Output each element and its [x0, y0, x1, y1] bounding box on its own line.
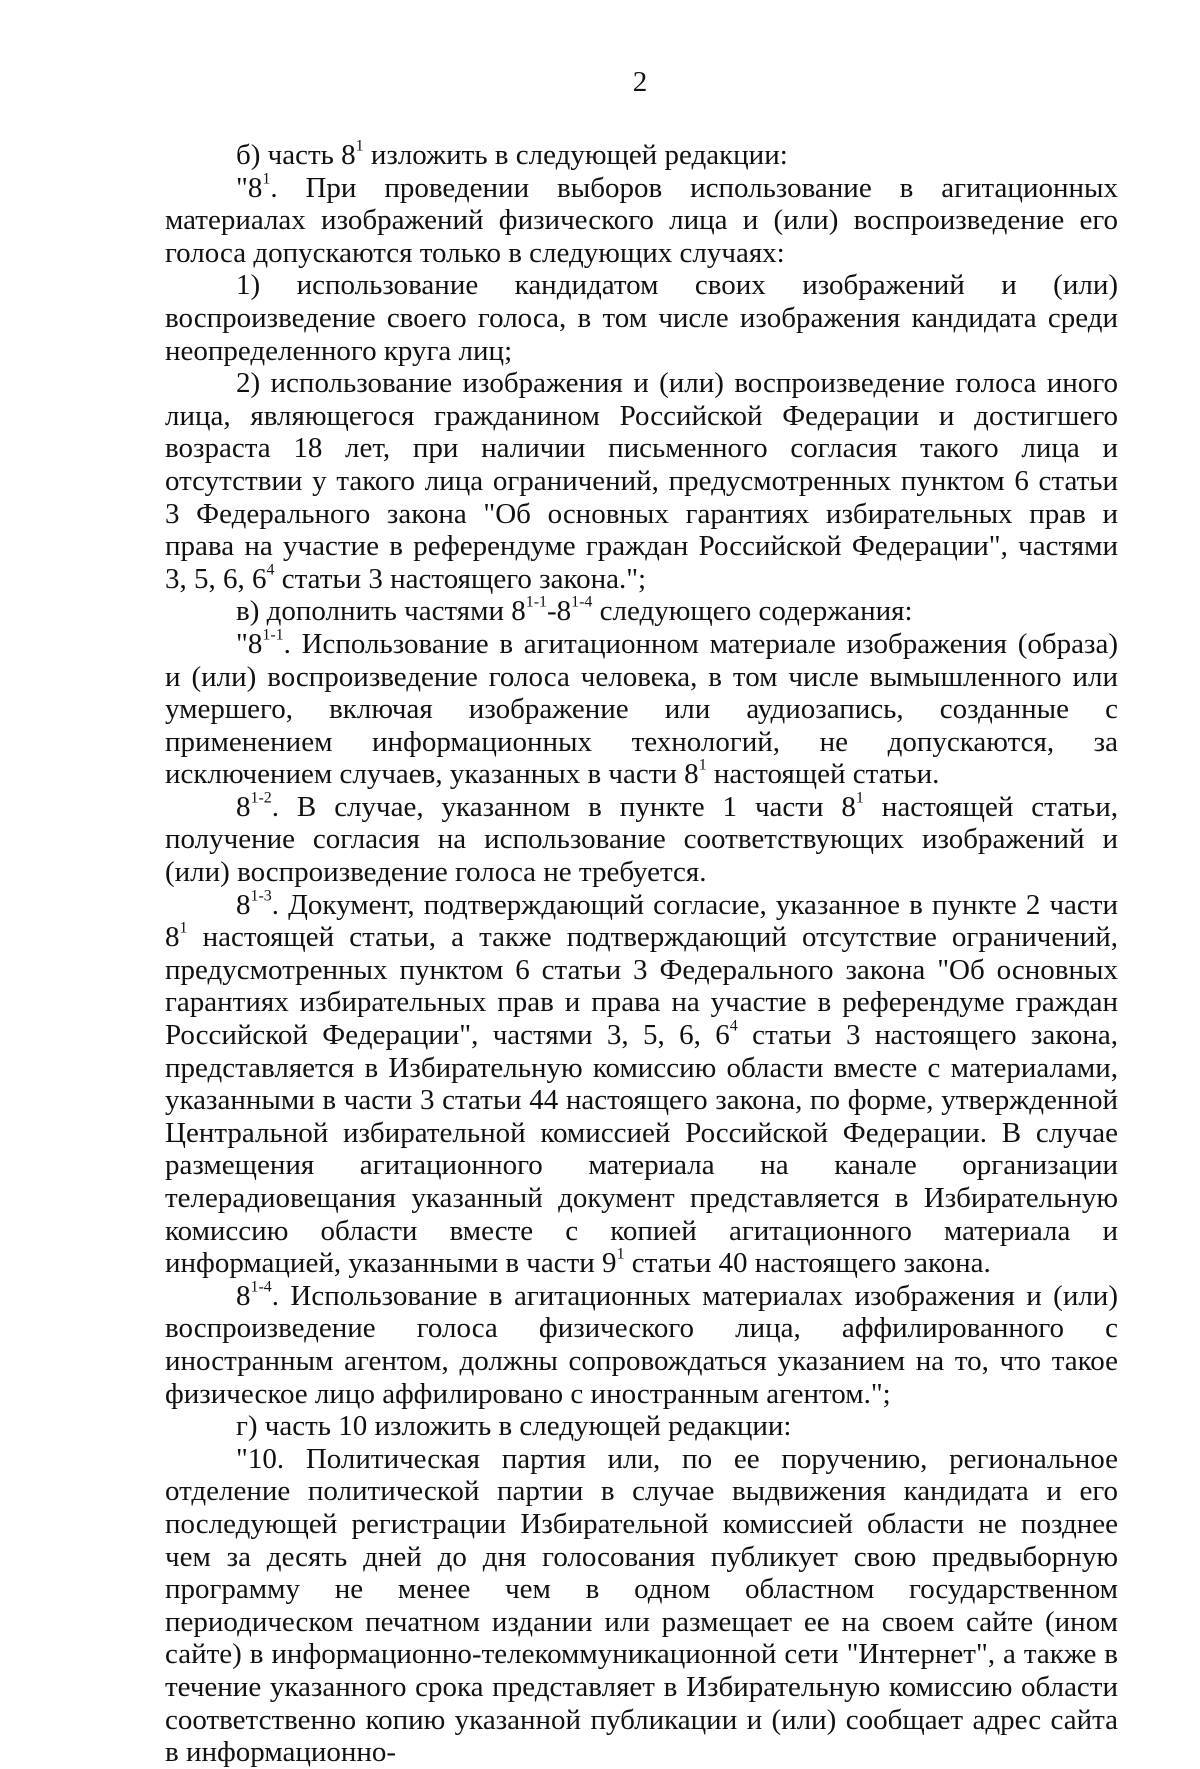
- superscript-text: 1: [355, 137, 364, 155]
- superscript-text: 4: [266, 561, 275, 579]
- paragraph-text: . Документ, подтверждающий согласие, указанное в пункте 2 части 8: [165, 888, 1118, 954]
- paragraph-text: "8: [236, 171, 263, 204]
- body-paragraph: [165, 595, 1118, 628]
- paragraph-text: г) часть 10 изложить в следующей редакции:: [236, 1410, 792, 1443]
- superscript-text: 1-1: [525, 593, 547, 611]
- paragraph-text: 2) использование изображения и (или) воспроизведение голоса иного лица, являющегося гражданином Российской Федерации и достигшего возраста 18 лет, при наличии письменного согласия такого лица и отсутствии у такого лица ограничений, предусмотренных пунктом 6 статьи 3 Федерального закона "Об основных гарантиях избирательных прав и права на участие в референдуме граждан Российской Федерации", частями 3, 5, 6, 6: [165, 367, 1118, 595]
- paragraph-text: . В случае, указанном в пункте 1 части 8: [271, 790, 856, 823]
- superscript-text: 1-4: [571, 593, 593, 611]
- body-paragraph: [165, 367, 1118, 595]
- body-paragraph: [165, 1410, 1118, 1443]
- paragraph-text: 8: [236, 888, 251, 921]
- body-paragraph: [165, 1280, 1118, 1410]
- paragraph-text: 8: [236, 790, 251, 823]
- paragraph-text: "10. Политическая партия или, по ее поручению, региональное отделение политической партии в случае выдвижения кандидата и его последующей регистрации Избирательной комиссией области не позднее чем за десять дней до дня голосования публикует свою предвыборную программу не менее чем в одном областном государственном периодическом печатном издании или размещает ее на своем сайте (ином сайте) в информационно-телекоммуникационной сети "Интернет", а также в течение указанного срока представляет в Избирательную комиссию области соответственно копию указанной публикации и (или) сообщает адрес сайта в информационно-: [165, 1442, 1118, 1769]
- paragraph-text: . Использование в агитационных материалах изображения и (или) воспроизведение голоса физического лица, аффилированного с иностранным агентом, должны сопровождаться указанием на то, что такое физическое лицо аффилировано с иностранным агентом.";: [165, 1279, 1118, 1410]
- paragraph-text: 8: [236, 1279, 251, 1312]
- document-body: [165, 139, 1118, 1769]
- body-paragraph: [165, 172, 1118, 270]
- paragraph-text: изложить в следующей редакции:: [363, 139, 788, 171]
- superscript-text: 1-3: [250, 887, 272, 905]
- superscript-text: 1: [698, 756, 707, 774]
- paragraph-text: статьи 3 настоящего закона.";: [274, 562, 647, 595]
- body-paragraph: [165, 889, 1118, 1280]
- paragraph-text: настоящей статьи.: [706, 758, 940, 791]
- page-number: 2: [632, 66, 648, 98]
- superscript-text: 1: [855, 789, 864, 807]
- paragraph-text: 1) использование кандидатом своих изображений и (или) воспроизведение своего голоса, в том числе изображения кандидата среди неопределенного круга лиц;: [165, 269, 1118, 367]
- superscript-text: 1: [179, 919, 188, 937]
- paragraph-text: статьи 40 настоящего закона.: [624, 1247, 991, 1280]
- paragraph-text: . Использование в агитационном материале изображения (образа) и (или) воспроизведение голоса человека, в том числе вымышленного или умершего, включая изображение или аудиозапись, созданные с применением информационных технологий, не допускаются, за исключением случаев, указанных в части 8: [165, 627, 1118, 791]
- paragraph-text: настоящей статьи, получение согласия на использование соответствующих изображений и (или) воспроизведение голоса не требуется.: [165, 790, 1118, 889]
- paragraph-text: б) часть 8: [236, 139, 356, 171]
- superscript-text: 1-4: [250, 1278, 272, 1296]
- body-paragraph: [165, 791, 1118, 889]
- body-paragraph: [165, 269, 1118, 367]
- paragraph-text: настоящей статьи, а также подтверждающий отсутствие ограничений, предусмотренных пунктом 6 статьи 3 Федерального закона "Об основных гарантиях избирательных прав и права на участие в референдуме граждан Российской Федерации", частями 3, 5, 6, 6: [165, 921, 1118, 1052]
- paragraph-text: статьи 3 настоящего закона, представляется в Избирательную комиссию области вместе с материалами, указанными в части 3 статьи 44 настоящего закона, по форме, утвержденной Центральной избирательной комиссией Российской Федерации. В случае размещения агитационного материала на канале организации телерадиовещания указанный документ представляется в Избирательную комиссию области вместе с копией агитационного материала и информацией, указанными в части 9: [165, 1019, 1118, 1280]
- paragraph-text: . При проведении выборов использование в агитационных материалах изображений физического лица и (или) воспроизведение его голоса допускаются только в следующих случаях:: [165, 171, 1118, 269]
- paragraph-text: в) дополнить частями 8: [236, 595, 526, 628]
- paragraph-text: "8: [236, 627, 263, 660]
- paragraph-text: следующего содержания:: [592, 595, 913, 628]
- body-paragraph: [165, 1443, 1118, 1769]
- body-paragraph: [165, 139, 1118, 172]
- superscript-text: 1-2: [250, 789, 272, 807]
- superscript-text: 1: [616, 1245, 625, 1263]
- superscript-text: 1-1: [262, 626, 284, 644]
- paragraph-text: -8: [546, 595, 572, 628]
- superscript-text: 4: [729, 1017, 738, 1035]
- superscript-text: 1: [262, 170, 271, 188]
- body-paragraph: [165, 628, 1118, 791]
